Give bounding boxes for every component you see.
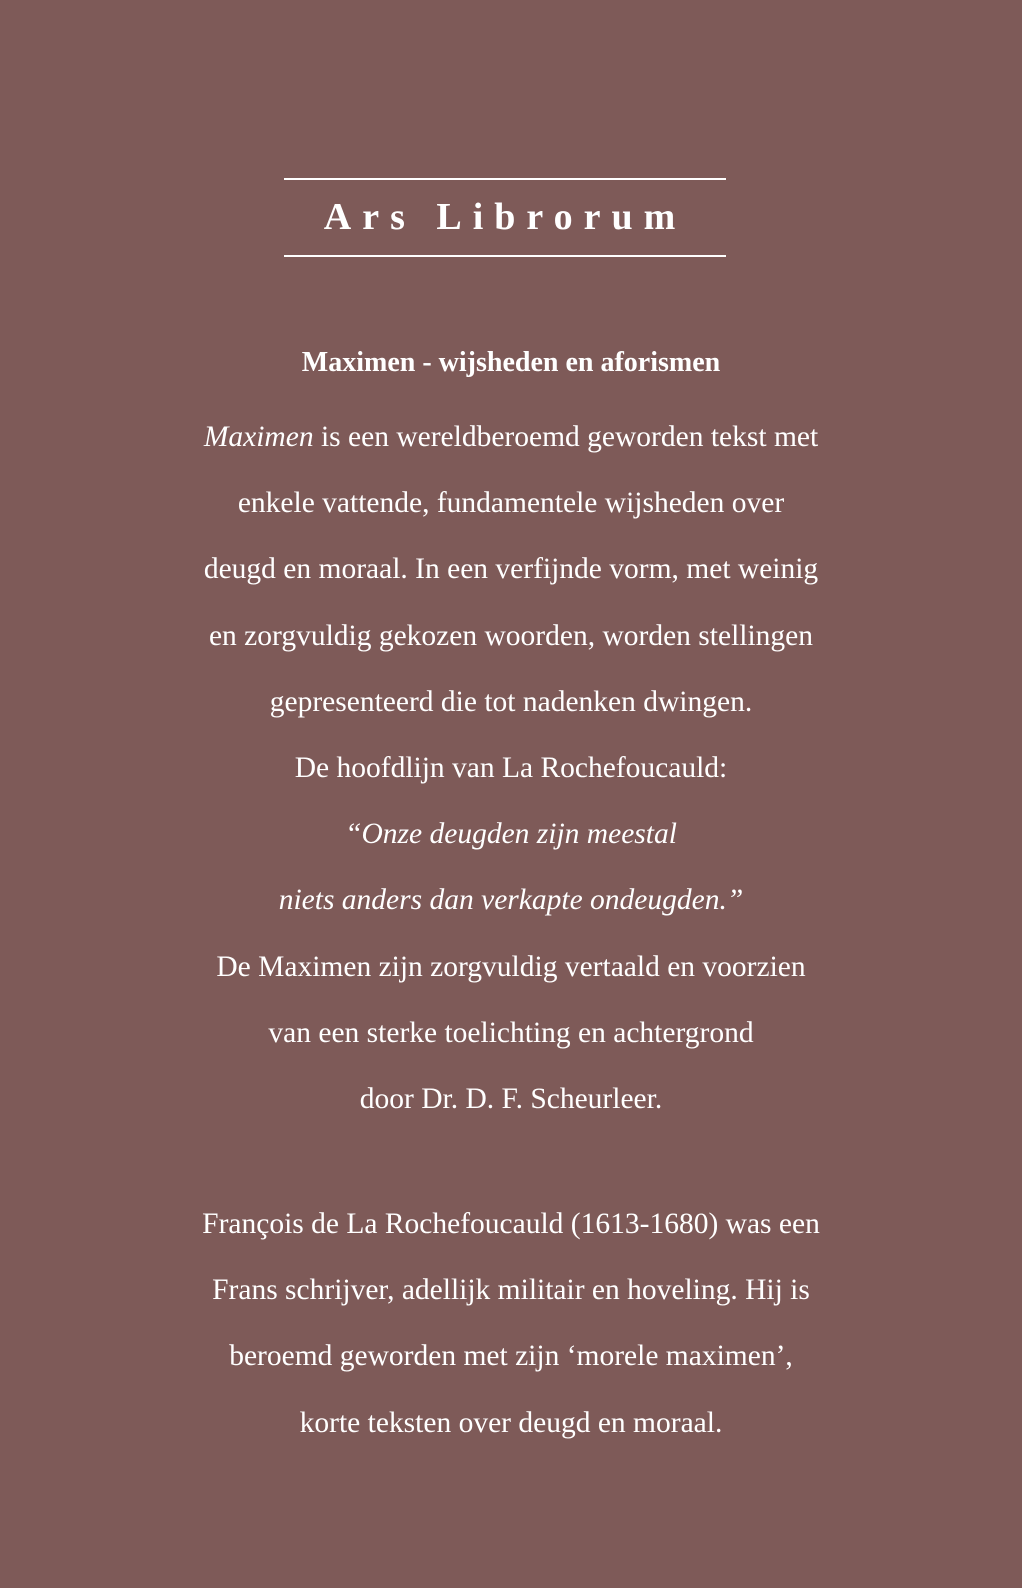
quote-line-1 — [160, 801, 862, 867]
quote-text-2: niets anders dan verkapte ondeugden.” — [278, 884, 744, 917]
description-line-7: De Maximen zijn zorgvuldig vertaald en voorzien — [216, 950, 806, 983]
brand-top-rule — [284, 178, 726, 180]
publisher-name: Ars Librorum — [323, 196, 687, 238]
description-line-5: gepresenteerd die tot nadenken dwingen. — [269, 685, 753, 718]
book-description — [160, 404, 862, 1132]
description-line-4: en zorgvuldig gekozen woorden, worden stellingen — [208, 619, 814, 652]
brand-bottom-rule — [284, 255, 726, 257]
book-title: Maximen - wijsheden en aforismen — [301, 347, 721, 378]
bio-line-1: François de La Rochefoucauld (1613-1680) was een — [202, 1208, 820, 1240]
quote-text-1: “Onze deugden zijn meestal — [345, 818, 677, 851]
bio-line-2: Frans schrijver, adellijk militair en hoveling. Hij is — [212, 1274, 810, 1307]
description-line-1-rest: is een wereldberoemd geworden tekst met — [313, 421, 819, 453]
description-line-3: deugd en moraal. In een verfijnde vorm, met weinig — [203, 553, 819, 586]
publisher-brand — [284, 178, 726, 257]
quote-line-2 — [160, 867, 862, 933]
description-line-2: enkele vattende, fundamentele wijsheden over — [237, 487, 785, 520]
description-line-1 — [160, 404, 862, 470]
bio-line-4: korte teksten over deugd en moraal. — [299, 1406, 723, 1439]
description-line-6: De hoofdlijn van La Rochefoucauld: — [294, 751, 728, 784]
description-line-9: door Dr. D. F. Scheurleer. — [359, 1082, 663, 1115]
author-bio — [160, 1191, 862, 1456]
description-italic-title: Maximen — [203, 421, 314, 453]
description-line-8: van een sterke toelichting en achtergrond — [268, 1016, 754, 1049]
bio-line-3: beroemd geworden met zijn ‘morele maximen’, — [229, 1340, 793, 1373]
